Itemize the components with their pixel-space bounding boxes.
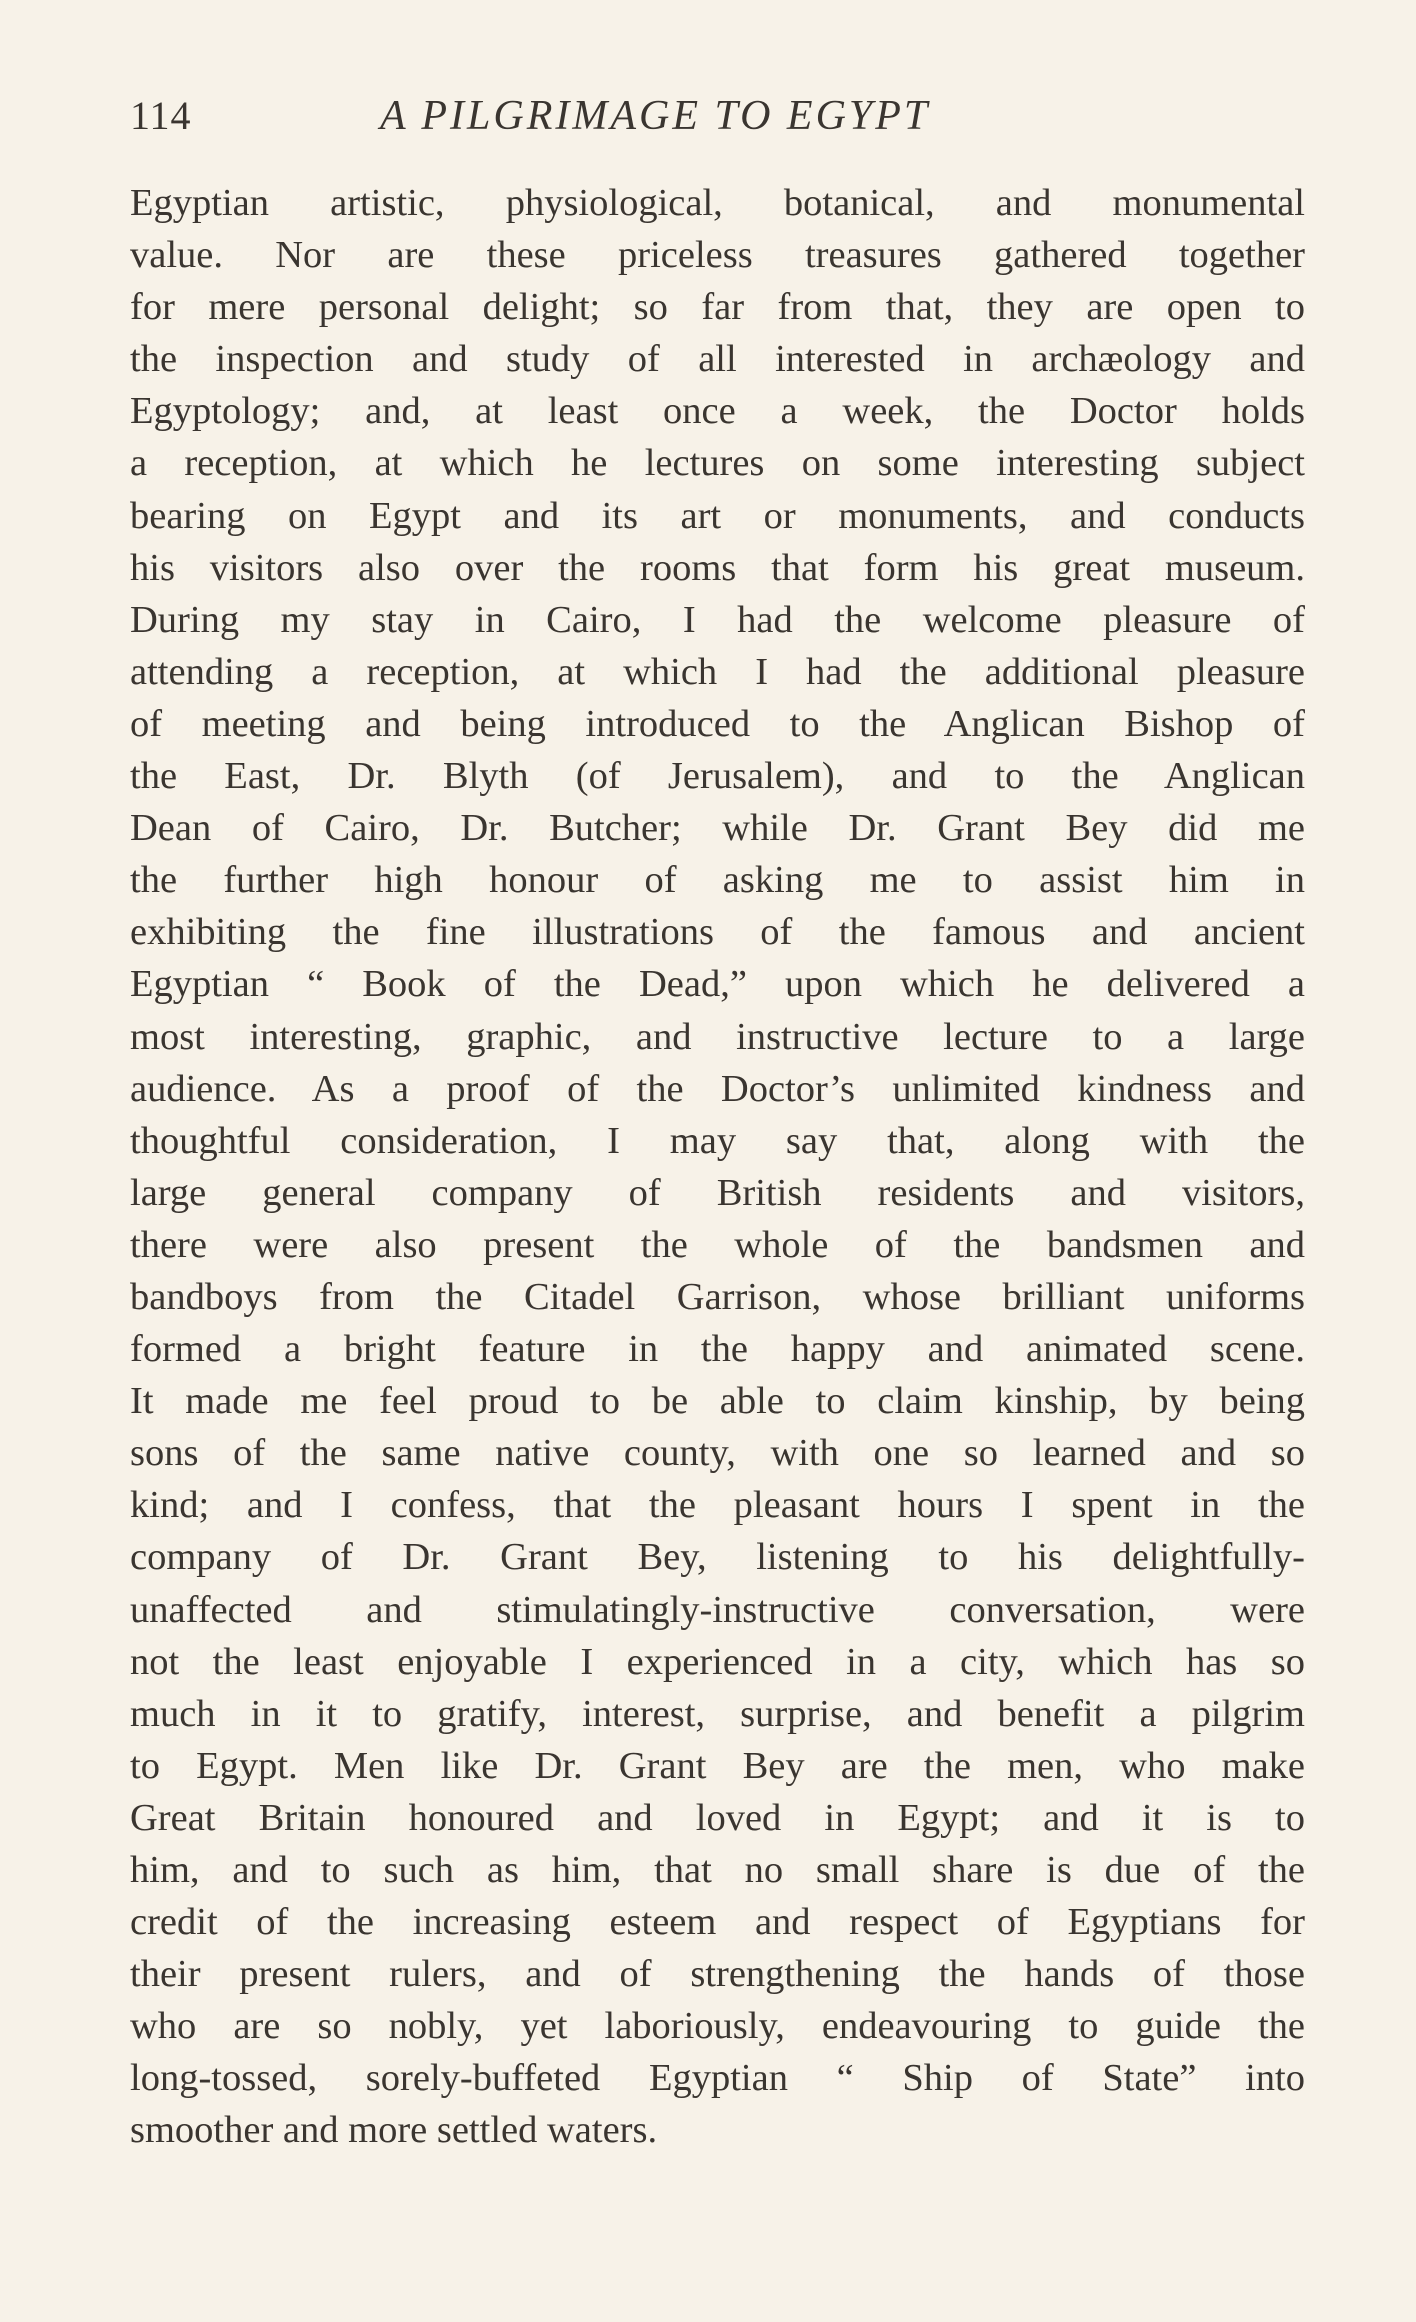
text-line: Egyptian “ Book of the Dead,” upon which he delivered a	[130, 963, 1305, 1006]
running-head	[130, 92, 1305, 152]
text-line: large general company of British residents and visitors,	[130, 1171, 1305, 1214]
text-line: him, and to such as him, that no small share is due of the	[130, 1849, 1305, 1891]
text-line: much in it to gratify, interest, surprise, and benefit a pilgrim	[130, 1692, 1305, 1735]
text-line: the further high honour of asking me to assist him in	[130, 859, 1305, 902]
text-line: Egyptology; and, at least once a week, the Doctor holds	[130, 390, 1305, 433]
text-line: It made me feel proud to be able to claim kinship, by being	[130, 1380, 1305, 1423]
text-line: the East, Dr. Blyth (of Jerusalem), and to the Anglican	[130, 755, 1305, 798]
text-line: kind; and I confess, that the pleasant hours I spent in the	[130, 1484, 1305, 1527]
text-line: sons of the same native county, with one so learned and so	[130, 1432, 1305, 1475]
text-line: of meeting and being introduced to the Anglican Bishop of	[130, 702, 1305, 745]
text-line: Egyptian artistic, physiological, botanical, and monumental	[130, 182, 1305, 224]
text-line: bearing on Egypt and its art or monuments, and conducts	[130, 494, 1305, 537]
text-line: value. Nor are these priceless treasures gathered together	[130, 234, 1305, 277]
text-line: company of Dr. Grant Bey, listening to his delightfully-	[130, 1536, 1305, 1579]
text-line: credit of the increasing esteem and respect of Egyptians for	[130, 1901, 1305, 1944]
text-line: exhibiting the fine illustrations of the famous and ancient	[130, 911, 1305, 954]
text-line: a reception, at which he lectures on some interesting subject	[130, 442, 1305, 485]
text-line: Great Britain honoured and loved in Egypt; and it is to	[130, 1796, 1305, 1839]
text-line: there were also present the whole of the bandsmen and	[130, 1223, 1305, 1266]
text-line: smoother and more settled waters.	[130, 2109, 658, 2152]
running-title: A PILGRIMAGE TO EGYPT	[380, 93, 931, 139]
text-line: Dean of Cairo, Dr. Butcher; while Dr. Grant Bey did me	[130, 807, 1305, 850]
text-line: attending a reception, at which I had the additional pleasure	[130, 650, 1305, 693]
text-line: unaffected and stimulatingly-instructive conversation, were	[130, 1588, 1305, 1631]
text-line: long-tossed, sorely-buffeted Egyptian “ Ship of State” into	[130, 2057, 1305, 2100]
text-line: formed a bright feature in the happy and animated scene.	[130, 1328, 1305, 1371]
text-line: audience. As a proof of the Doctor’s unlimited kindness and	[130, 1067, 1305, 1110]
text-line: thoughtful consideration, I may say that, along with the	[130, 1119, 1305, 1162]
body-text	[130, 177, 1305, 2157]
text-line: for mere personal delight; so far from that, they are open to	[130, 286, 1305, 329]
text-line: not the least enjoyable I experienced in a city, which has so	[130, 1640, 1305, 1683]
text-line: During my stay in Cairo, I had the welcome pleasure of	[130, 598, 1305, 641]
text-line: to Egypt. Men like Dr. Grant Bey are the men, who make	[130, 1744, 1305, 1787]
text-line: the inspection and study of all interested in archæology and	[130, 338, 1305, 381]
text-line: their present rulers, and of strengthening the hands of those	[130, 1953, 1305, 1996]
page-number: 114	[130, 93, 192, 138]
text-line: his visitors also over the rooms that form his great museum.	[130, 546, 1305, 589]
text-line: who are so nobly, yet laboriously, endeavouring to guide the	[130, 2005, 1305, 2048]
text-line: bandboys from the Citadel Garrison, whose brilliant uniforms	[130, 1275, 1305, 1318]
text-line: most interesting, graphic, and instructive lecture to a large	[130, 1015, 1305, 1058]
